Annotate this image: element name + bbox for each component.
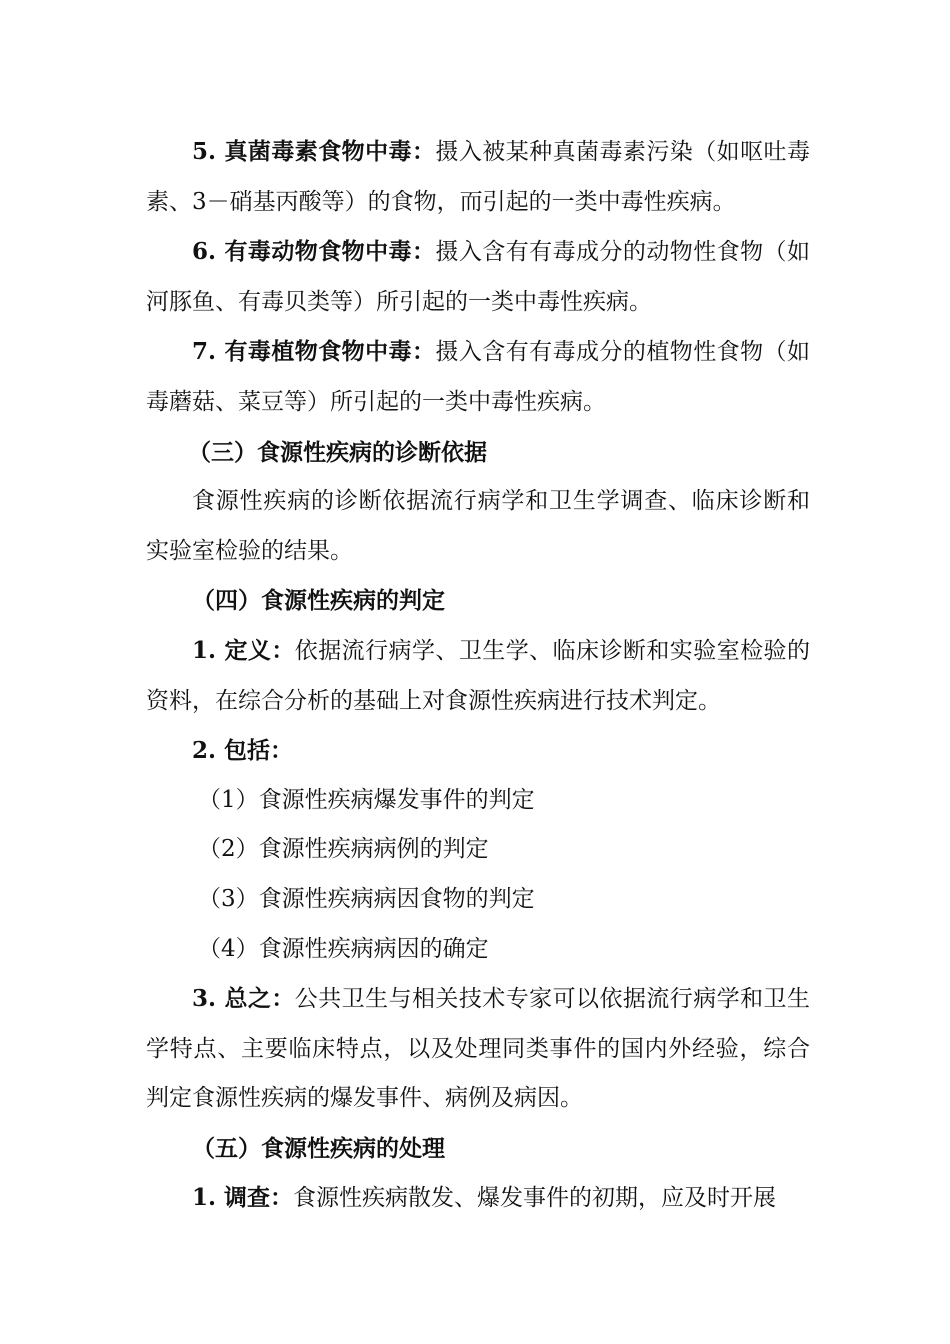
- paragraph-mycotoxin-poisoning: [146, 127, 810, 227]
- section-heading-handling: （五）食源性疾病的处理: [192, 1134, 445, 1162]
- paragraph-label: 3. 总之：: [192, 985, 295, 1013]
- document-page: [146, 127, 810, 1224]
- paragraph-summary: [146, 974, 810, 1124]
- paragraph-diagnosis-basis: 食源性疾病的诊断依据流行病学和卫生学调查、临床诊断和实验室检验的结果。: [146, 488, 810, 564]
- paragraph-animal-poisoning: [146, 227, 810, 327]
- paragraph-label: 5. 真菌毒素食物中毒：: [192, 138, 436, 165]
- paragraph-definition: [146, 626, 810, 726]
- list-item: （4）食源性疾病病因的确定: [198, 935, 489, 962]
- paragraph-label: 7. 有毒植物食物中毒：: [192, 338, 436, 366]
- paragraph-plant-poisoning: [146, 327, 810, 427]
- list-item: （1）食源性疾病爆发事件的判定: [198, 786, 535, 813]
- paragraph-survey: [146, 1173, 810, 1224]
- list-item: （3）食源性疾病病因食物的判定: [198, 885, 535, 912]
- paragraph-label: 1. 定义：: [192, 636, 295, 664]
- section-heading-diagnosis: （三）食源性疾病的诊断依据: [188, 438, 487, 466]
- paragraph-text: 食源性疾病散发、爆发事件的初期，应及时开展: [293, 1185, 777, 1212]
- list-item: （2）食源性疾病病例的判定: [198, 836, 489, 863]
- paragraph-text: 摄入被某种真菌毒素污染（如呕吐毒素、3－硝基丙酸等）的食物，而引起的一类中毒性疾病。: [146, 139, 810, 215]
- paragraph-text: 依据流行病学、卫生学、临床诊断和实验室检验的资料，在综合分析的基础上对食源性疾病进行技术判定。: [146, 637, 810, 714]
- paragraph-text: 摄入含有有毒成分的植物性食物（如毒蘑菇、菜豆等）所引起的一类中毒性疾病。: [146, 339, 810, 415]
- section-heading-determination: （四）食源性疾病的判定: [192, 587, 445, 615]
- paragraph-label: 1. 调查：: [192, 1184, 294, 1212]
- paragraph-text: 摄入含有有毒成分的动物性食物（如河豚鱼、有毒贝类等）所引起的一类中毒性疾病。: [146, 239, 810, 315]
- paragraph-includes-label: 2. 包括：: [192, 737, 294, 765]
- paragraph-text: 公共卫生与相关技术专家可以依据流行病学和卫生学特点、主要临床特点，以及处理同类事件的国内外经验，综合判定食源性疾病的爆发事件、病例及病因。: [146, 986, 810, 1112]
- paragraph-label: 6. 有毒动物食物中毒：: [192, 238, 436, 266]
